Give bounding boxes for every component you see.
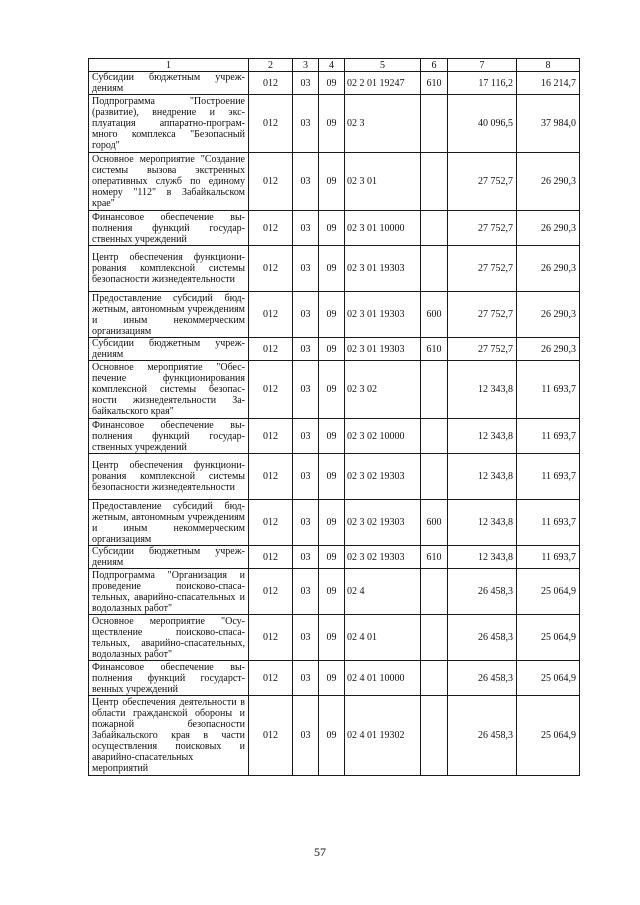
row-expense-type-cell [421, 153, 448, 211]
row-expense-type-cell [421, 696, 448, 776]
table-row [89, 569, 580, 615]
row-amount-1-cell: 27 752,7 [448, 246, 517, 292]
row-name-cell: Центр обеспечения функционирования комплексной системы безопасности жизнедеятельности [89, 454, 249, 500]
row-name-cell: Основное мероприятие "Обеспечение функционирования комплексной системы безопасности жизнедеятельности Забайкальского края" [89, 361, 249, 419]
row-admin-code-cell: 012 [249, 211, 293, 246]
row-amount-2-cell: 37 984,0 [517, 95, 580, 153]
row-target-article-cell: 02 3 02 [345, 361, 421, 419]
row-target-article-cell: 02 3 02 10000 [345, 419, 421, 454]
row-admin-code-cell: 012 [249, 153, 293, 211]
row-target-article-cell: 02 2 01 19247 [345, 72, 421, 95]
row-name-cell: Центр обеспечения деятельности в области гражданской обороны и пожарной безопасности Забайкальского края в части осуществления поисковых и аварийно-спасательных мероприятий [89, 696, 249, 776]
row-name-cell: Центр обеспечения функционирования комплексной системы безопасности жизнедеятельности [89, 246, 249, 292]
row-section-cell: 03 [293, 569, 319, 615]
row-section-cell: 03 [293, 292, 319, 338]
budget-table [88, 58, 580, 776]
row-section-cell: 03 [293, 696, 319, 776]
row-target-article-cell: 02 3 01 10000 [345, 211, 421, 246]
row-target-article-cell: 02 3 [345, 95, 421, 153]
row-admin-code-cell: 012 [249, 72, 293, 95]
row-amount-1-cell: 27 752,7 [448, 338, 517, 361]
header-cell-1: 1 [89, 59, 249, 72]
row-admin-code-cell: 012 [249, 95, 293, 153]
row-amount-2-cell: 11 693,7 [517, 361, 580, 419]
row-section-cell: 03 [293, 153, 319, 211]
header-cell-6: 6 [421, 59, 448, 72]
row-section-cell: 03 [293, 454, 319, 500]
row-subsection-cell: 09 [319, 72, 345, 95]
row-section-cell: 03 [293, 361, 319, 419]
row-admin-code-cell: 012 [249, 661, 293, 696]
row-admin-code-cell: 012 [249, 696, 293, 776]
row-amount-2-cell: 25 064,9 [517, 569, 580, 615]
row-admin-code-cell: 012 [249, 546, 293, 569]
row-subsection-cell: 09 [319, 419, 345, 454]
row-amount-1-cell: 26 458,3 [448, 615, 517, 661]
row-subsection-cell: 09 [319, 292, 345, 338]
header-cell-4: 4 [319, 59, 345, 72]
row-admin-code-cell: 012 [249, 454, 293, 500]
row-expense-type-cell [421, 95, 448, 153]
row-amount-2-cell: 11 693,7 [517, 546, 580, 569]
row-section-cell: 03 [293, 95, 319, 153]
row-amount-2-cell: 26 290,3 [517, 246, 580, 292]
row-admin-code-cell: 012 [249, 615, 293, 661]
row-admin-code-cell: 012 [249, 246, 293, 292]
row-section-cell: 03 [293, 246, 319, 292]
row-subsection-cell: 09 [319, 361, 345, 419]
row-name-cell: Подпрограмма "Построение (развитие), внедрение и эксплуатация аппаратно-программного комплекса "Безопасный город" [89, 95, 249, 153]
row-target-article-cell: 02 3 01 [345, 153, 421, 211]
table-row [89, 95, 580, 153]
header-cell-3: 3 [293, 59, 319, 72]
row-amount-1-cell: 12 343,8 [448, 419, 517, 454]
row-expense-type-cell [421, 419, 448, 454]
row-target-article-cell: 02 3 02 19303 [345, 546, 421, 569]
row-expense-type-cell [421, 211, 448, 246]
row-subsection-cell: 09 [319, 153, 345, 211]
row-name-cell: Финансовое обеспечение выполнения функций государственных учреждений [89, 211, 249, 246]
table-row [89, 696, 580, 776]
header-cell-7: 7 [448, 59, 517, 72]
row-target-article-cell: 02 4 01 19302 [345, 696, 421, 776]
row-subsection-cell: 09 [319, 95, 345, 153]
row-expense-type-cell [421, 246, 448, 292]
row-amount-1-cell: 12 343,8 [448, 361, 517, 419]
table-body [89, 59, 580, 776]
table-header-row [89, 59, 580, 72]
row-admin-code-cell: 012 [249, 419, 293, 454]
row-amount-1-cell: 17 116,2 [448, 72, 517, 95]
row-target-article-cell: 02 4 01 [345, 615, 421, 661]
row-expense-type-cell: 600 [421, 292, 448, 338]
row-amount-2-cell: 25 064,9 [517, 661, 580, 696]
row-name-cell: Субсидии бюджетным учреждениям [89, 72, 249, 95]
row-section-cell: 03 [293, 211, 319, 246]
table-row [89, 361, 580, 419]
row-target-article-cell: 02 4 01 10000 [345, 661, 421, 696]
row-amount-2-cell: 25 064,9 [517, 696, 580, 776]
row-subsection-cell: 09 [319, 211, 345, 246]
row-subsection-cell: 09 [319, 454, 345, 500]
row-amount-2-cell: 11 693,7 [517, 419, 580, 454]
row-amount-1-cell: 12 343,8 [448, 500, 517, 546]
row-amount-2-cell: 25 064,9 [517, 615, 580, 661]
row-subsection-cell: 09 [319, 661, 345, 696]
table-row [89, 72, 580, 95]
row-amount-1-cell: 26 458,3 [448, 661, 517, 696]
row-amount-1-cell: 27 752,7 [448, 211, 517, 246]
table-row [89, 246, 580, 292]
row-section-cell: 03 [293, 546, 319, 569]
row-section-cell: 03 [293, 500, 319, 546]
row-target-article-cell: 02 3 01 19303 [345, 338, 421, 361]
row-amount-2-cell: 26 290,3 [517, 153, 580, 211]
row-subsection-cell: 09 [319, 246, 345, 292]
row-admin-code-cell: 012 [249, 569, 293, 615]
row-amount-2-cell: 26 290,3 [517, 292, 580, 338]
row-expense-type-cell: 610 [421, 338, 448, 361]
header-cell-2: 2 [249, 59, 293, 72]
row-amount-1-cell: 12 343,8 [448, 546, 517, 569]
row-amount-1-cell: 12 343,8 [448, 454, 517, 500]
table-row [89, 419, 580, 454]
header-cell-8: 8 [517, 59, 580, 72]
table-row [89, 211, 580, 246]
table-row [89, 546, 580, 569]
row-amount-2-cell: 16 214,7 [517, 72, 580, 95]
row-amount-2-cell: 26 290,3 [517, 211, 580, 246]
row-subsection-cell: 09 [319, 615, 345, 661]
row-section-cell: 03 [293, 661, 319, 696]
row-admin-code-cell: 012 [249, 500, 293, 546]
row-section-cell: 03 [293, 72, 319, 95]
row-name-cell: Подпрограмма "Организация и проведение поисково-спасательных, аварийно-спасательных и водолазных работ" [89, 569, 249, 615]
row-section-cell: 03 [293, 615, 319, 661]
row-amount-1-cell: 26 458,3 [448, 569, 517, 615]
table-row [89, 500, 580, 546]
row-section-cell: 03 [293, 419, 319, 454]
row-amount-2-cell: 11 693,7 [517, 500, 580, 546]
row-admin-code-cell: 012 [249, 292, 293, 338]
row-target-article-cell: 02 3 01 19303 [345, 246, 421, 292]
row-subsection-cell: 09 [319, 546, 345, 569]
row-subsection-cell: 09 [319, 338, 345, 361]
row-subsection-cell: 09 [319, 500, 345, 546]
row-expense-type-cell [421, 361, 448, 419]
row-expense-type-cell: 600 [421, 500, 448, 546]
table-row [89, 338, 580, 361]
row-expense-type-cell [421, 615, 448, 661]
row-name-cell: Предоставление субсидий бюджетным, автономным учреждениям и иным некоммерческим организациям [89, 500, 249, 546]
table-row [89, 454, 580, 500]
row-admin-code-cell: 012 [249, 361, 293, 419]
row-name-cell: Финансовое обеспечение выполнения функций государственных учреждений [89, 419, 249, 454]
row-subsection-cell: 09 [319, 696, 345, 776]
page-number: 57 [314, 845, 326, 859]
row-admin-code-cell: 012 [249, 338, 293, 361]
row-amount-1-cell: 40 096,5 [448, 95, 517, 153]
row-amount-1-cell: 27 752,7 [448, 292, 517, 338]
row-name-cell: Финансовое обеспечение выполнения функций государственных учреждений [89, 661, 249, 696]
table-row [89, 153, 580, 211]
row-amount-2-cell: 26 290,3 [517, 338, 580, 361]
table-row [89, 615, 580, 661]
row-target-article-cell: 02 3 01 19303 [345, 292, 421, 338]
row-name-cell: Субсидии бюджетным учреждениям [89, 546, 249, 569]
row-amount-1-cell: 27 752,7 [448, 153, 517, 211]
row-name-cell: Предоставление субсидий бюджетным, автономным учреждениям и иным некоммерческим организациям [89, 292, 249, 338]
row-section-cell: 03 [293, 338, 319, 361]
row-name-cell: Основное мероприятие "Создание системы вызова экстренных оперативных служб по единому номеру "112" в Забайкальском крае" [89, 153, 249, 211]
row-name-cell: Субсидии бюджетным учреждениям [89, 338, 249, 361]
row-amount-2-cell: 11 693,7 [517, 454, 580, 500]
row-expense-type-cell [421, 661, 448, 696]
row-expense-type-cell [421, 569, 448, 615]
header-cell-5: 5 [345, 59, 421, 72]
row-target-article-cell: 02 4 [345, 569, 421, 615]
row-amount-1-cell: 26 458,3 [448, 696, 517, 776]
table-row [89, 661, 580, 696]
row-expense-type-cell: 610 [421, 546, 448, 569]
row-target-article-cell: 02 3 02 19303 [345, 500, 421, 546]
row-expense-type-cell: 610 [421, 72, 448, 95]
row-subsection-cell: 09 [319, 569, 345, 615]
table-row [89, 292, 580, 338]
row-expense-type-cell [421, 454, 448, 500]
row-target-article-cell: 02 3 02 19303 [345, 454, 421, 500]
row-name-cell: Основное мероприятие "Осуществление поисково-спасательных, аварийно-спасательных, водолазных работ" [89, 615, 249, 661]
